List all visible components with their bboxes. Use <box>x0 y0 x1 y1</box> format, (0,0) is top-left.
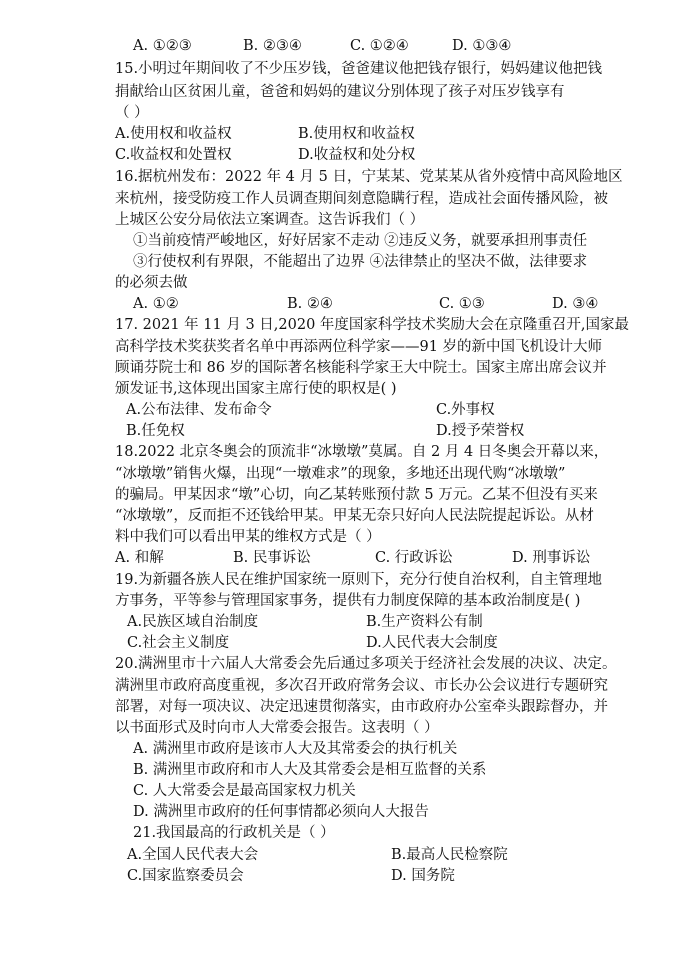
q16-stem-line2: 来杭州，接受防疫工作人员调查期间刻意隐瞒行程，造成社会面传播风险，被 <box>115 191 608 207</box>
q15-option-a: A.使用权和收益权 <box>115 126 232 142</box>
q18-stem-line5: 料中我们可以看出甲某的维权方式是（ ） <box>115 529 381 545</box>
q16-stem-line1: 16.据杭州发布：2022 年 4 月 5 日，宁某某、党某某从省外疫情中高风险地区 <box>115 169 623 185</box>
q18-stem-line3: 的骗局。甲某因求“墩”心切，向乙某转账预付款 5 万元。乙某不但没有买来 <box>115 487 598 503</box>
q15-stem-line1: 15.小明过年期间收了不少压岁钱，爸爸建议他把钱存银行，妈妈建议他把钱 <box>115 61 603 77</box>
q15-option-c: C.收益权和处置权 <box>115 147 232 163</box>
q19-option-a: A.民族区域自治制度 <box>127 614 259 630</box>
q20-option-a: A. 满洲里市政府是该市人大及其常委会的执行机关 <box>133 741 458 757</box>
q16-statement-cont: 的必须去做 <box>115 275 188 291</box>
q18-stem-line1: 18.2022 北京冬奥会的顶流非“冰墩墩”莫属。自 2 月 4 日冬奥会开幕以来， <box>115 444 609 460</box>
q18-stem-line4: “冰墩墩”，反而拒不还钱给甲某。甲某无奈只好向人民法院提起诉讼。从材 <box>115 508 594 524</box>
q21-option-c: C.国家监察委员会 <box>127 868 244 884</box>
q19-option-b: B.生产资料公有制 <box>366 614 483 630</box>
q20-option-b: B. 满洲里市政府和市人大及其常委会是相互监督的关系 <box>133 762 487 778</box>
q19-option-c: C.社会主义制度 <box>127 635 230 651</box>
q16-option-d: D. ③④ <box>552 296 599 312</box>
q16-stem-line3: 上城区公安分局依法立案调查。这告诉我们（ ） <box>115 212 425 228</box>
q16-option-a: A. ①② <box>133 296 179 312</box>
q17-stem-line2: 高科学技术奖获奖者名单中再添两位科学家——91 岁的新中国飞机设计大师 <box>115 339 603 355</box>
q17-option-d: D.授予荣誉权 <box>436 423 525 439</box>
top-option-c: C. ①②④ <box>350 38 409 54</box>
q17-option-b: B.任免权 <box>126 423 185 439</box>
q17-stem-line1: 17. 2021 年 11 月 3 日,2020 年度国家科学技术奖励大会在京隆重召开,国家最 <box>115 317 630 333</box>
q18-stem-line2: “冰墩墩”销售火爆，出现“一墩难求”的现象，多地还出现代购“冰墩墩” <box>115 466 566 482</box>
q21-option-a: A.全国人民代表大会 <box>127 847 259 863</box>
q17-option-c: C.外事权 <box>436 402 495 418</box>
q18-option-a: A. 和解 <box>115 550 164 566</box>
q17-option-a: A.公布法律、发布命令 <box>126 402 272 418</box>
q15-answer-blank: （ ） <box>115 105 149 121</box>
q15-option-b: B.使用权和收益权 <box>298 126 415 142</box>
q19-stem-line1: 19.为新疆各族人民在维护国家统一原则下，充分行使自治权利，自主管理地 <box>115 572 603 588</box>
q16-option-c: C. ①③ <box>439 296 485 312</box>
q15-stem-line2: 捐献给山区贫困儿童，爸爸和妈妈的建议分别体现了孩子对压岁钱享有 <box>115 84 565 100</box>
top-option-b: B. ②③④ <box>243 38 302 54</box>
q20-option-d: D. 满洲里市政府的任何事情都必须向人大报告 <box>133 804 429 820</box>
q18-option-d: D. 刑事诉讼 <box>512 550 591 566</box>
q20-option-c: C. 人大常委会是最高国家权力机关 <box>133 783 356 799</box>
q19-stem-line2: 方事务，平等参与管理国家事务，提供有力制度保障的基本政治制度是( ) <box>115 593 581 609</box>
q18-option-c: C. 行政诉讼 <box>375 550 453 566</box>
q21-option-d: D. 国务院 <box>391 868 455 884</box>
q20-stem-line3: 部署，对每一项决议、决定迅速贯彻落实，由市政府办公室牵头跟踪督办，并 <box>115 699 608 715</box>
top-option-a: A. ①②③ <box>133 38 192 54</box>
q20-stem-line4: 以书面形式及时向市人大常委会报告。这表明（ ） <box>115 720 439 736</box>
q16-statement-3-4: ③行使权利有界限，不能超出了边界 ④法律禁止的坚决不做，法律要求 <box>133 254 588 270</box>
q21-stem: 21.我国最高的行政机关是（ ） <box>133 825 335 841</box>
q16-option-b: B. ②④ <box>287 296 333 312</box>
top-option-d: D. ①③④ <box>452 38 512 54</box>
q19-option-d: D.人民代表大会制度 <box>366 635 498 651</box>
q17-stem-line3: 顾诵芬院士和 86 岁的国际著名核能科学家王大中院士。国家主席出席会议并 <box>115 360 607 376</box>
q18-option-b: B. 民事诉讼 <box>233 550 311 566</box>
q16-statement-1-2: ①当前疫情严峻地区，好好居家不走动 ②违反义务，就要承担刑事责任 <box>133 233 588 249</box>
q20-stem-line2: 满洲里市政府高度重视，多次召开政府常务会议、市长办公会议进行专题研究 <box>115 678 608 694</box>
q15-option-d: D.收益权和处分权 <box>298 147 416 163</box>
q20-stem-line1: 20.满洲里市十六届人大常委会先后通过多项关于经济社会发展的决议、决定。 <box>115 656 617 672</box>
q21-option-b: B.最高人民检察院 <box>391 847 508 863</box>
q17-stem-line4: 颁发证书,这体现出国家主席行使的职权是( ) <box>115 381 397 397</box>
